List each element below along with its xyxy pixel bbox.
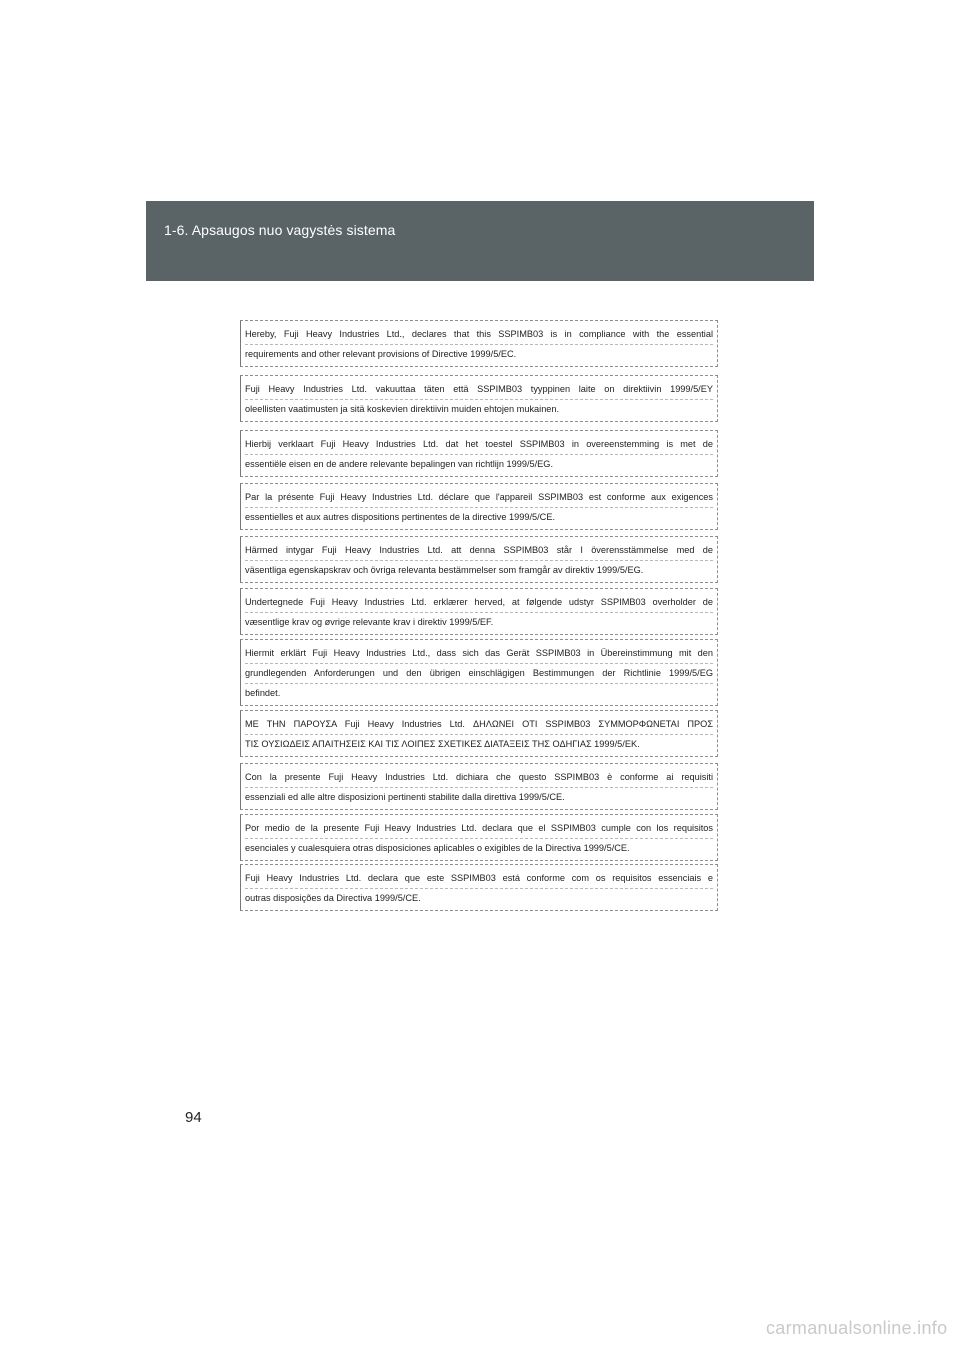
declaration-dutch (240, 430, 718, 477)
declaration-italian (240, 763, 718, 810)
declaration-line: essentiële eisen en de andere relevante bepalingen van richtlijn 1999/5/EG. (245, 459, 553, 469)
declaration-line: Hierbij verklaart Fuji Heavy Industries Ltd. dat het toestel SSPIMB03 in overeenstemming is met de (245, 435, 713, 455)
declaration-line: Con la presente Fuji Heavy Industries Ltd. dichiara che questo SSPIMB03 è conforme ai requisiti (245, 768, 713, 788)
declaration-line: Fuji Heavy Industries Ltd. vakuuttaa täten että SSPIMB03 tyyppinen laite on direktiivin 1999/5/EY (245, 380, 713, 400)
section-header-band (146, 201, 814, 281)
declaration-english (240, 320, 718, 367)
declaration-line: esenciales y cualesquiera otras disposiciones aplicables o exigibles de la Directiva 1999/5/CE. (245, 843, 630, 853)
declaration-line: essenziali ed alle altre disposizioni pertinenti stabilite dalla direttiva 1999/5/CE. (245, 792, 565, 802)
declaration-line: Par la présente Fuji Heavy Industries Ltd. déclare que l'appareil SSPIMB03 est conforme aux exigences (245, 488, 713, 508)
declaration-line: oleellisten vaatimusten ja sitä koskevien direktiivin muiden ehtojen mukainen. (245, 404, 560, 414)
declaration-french (240, 483, 718, 530)
declaration-line: ΜΕ ΤΗΝ ΠΑΡΟΥΣΑ Fuji Heavy Industries Ltd. ΔΗΛΩΝΕΙ ΟΤΙ SSPIMB03 ΣΥΜΜΟΡΦΩΝΕΤΑΙ ΠΡΟΣ (245, 715, 713, 735)
declaration-portuguese (240, 864, 718, 911)
declaration-line: Hiermit erklärt Fuji Heavy Industries Ltd., dass sich das Gerät SSPIMB03 in Übereinstimmung mit den (245, 644, 713, 664)
section-title: 1-6. Apsaugos nuo vagystės sistema (164, 222, 396, 238)
declaration-line: Härmed intygar Fuji Heavy Industries Ltd. att denna SSPIMB03 står I överensstämmelse med de (245, 541, 713, 561)
declaration-line: outras disposições da Directiva 1999/5/CE. (245, 893, 421, 903)
declaration-line: Por medio de la presente Fuji Heavy Industries Ltd. declara que el SSPIMB03 cumple con los requisitos (245, 819, 713, 839)
page-number: 94 (185, 1109, 202, 1126)
declaration-finnish (240, 375, 718, 422)
declaration-line: Undertegnede Fuji Heavy Industries Ltd. erklærer herved, at følgende udstyr SSPIMB03 overholder de (245, 593, 713, 613)
declaration-line: befindet. (245, 688, 281, 698)
declaration-line: grundlegenden Anforderungen und den übrigen einschlägigen Bestimmungen der Richtlinie 1999/5/EG (245, 664, 713, 684)
declaration-danish (240, 588, 718, 635)
declaration-line: essentielles et aux autres dispositions pertinentes de la directive 1999/5/CE. (245, 512, 556, 522)
declaration-line: væsentlige krav og øvrige relevante krav i direktiv 1999/5/EF. (245, 617, 494, 627)
declaration-line: requirements and other relevant provisions of Directive 1999/5/EC. (245, 349, 517, 359)
declaration-greek (240, 710, 718, 757)
declaration-line: Fuji Heavy Industries Ltd. declara que este SSPIMB03 está conforme com os requisitos essenciais e (245, 869, 713, 889)
declaration-german (240, 639, 718, 706)
declaration-line: väsentliga egenskapskrav och övriga relevanta bestämmelser som framgår av direktiv 1999/5/EG. (245, 565, 644, 575)
watermark: carmanualsonline.info (766, 1318, 948, 1338)
declaration-swedish (240, 536, 718, 583)
declaration-spanish (240, 814, 718, 861)
declaration-line: Hereby, Fuji Heavy Industries Ltd., declares that this SSPIMB03 is in compliance with the essential (245, 325, 713, 345)
declaration-line: ΤΙΣ ΟΥΣΙΩΔΕΙΣ ΑΠΑΙΤΗΣΕΙΣ ΚΑΙ ΤΙΣ ΛΟΙΠΕΣ ΣΧΕΤΙΚΕΣ ΔΙΑΤΑΞΕΙΣ ΤΗΣ ΟΔΗΓΙΑΣ 1999/5/ΕΚ. (245, 739, 640, 749)
